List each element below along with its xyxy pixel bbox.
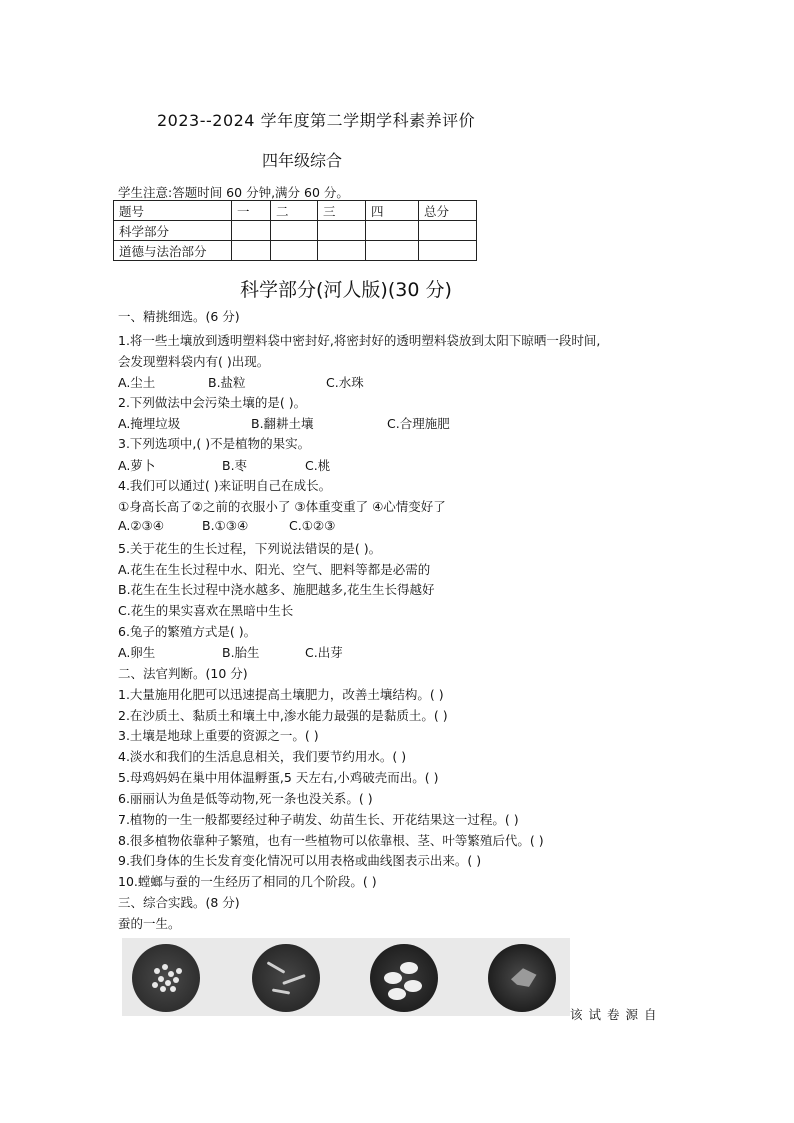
q2-option-a: A.掩埋垃圾 xyxy=(118,416,181,431)
silkworm-moth-image xyxy=(488,944,556,1012)
q3-option-b: B.枣 xyxy=(222,458,248,473)
silkworm-lifecycle-figure xyxy=(122,938,570,1016)
q1-option-b: B.盐粒 xyxy=(208,375,246,390)
q5-text: 5.关于花生的生长过程，下列说法错误的是( )。 xyxy=(118,541,382,556)
score-table-cell: 二 xyxy=(271,201,318,221)
judge-item: 10.螳螂与蚕的一生经历了相同的几个阶段。( ) xyxy=(118,874,377,889)
score-input-cell[interactable] xyxy=(271,221,318,241)
q4-option-c: C.①②③ xyxy=(289,518,336,533)
silkworm-cocoon-image xyxy=(370,944,438,1012)
silkworm-larva-image xyxy=(252,944,320,1012)
q2-option-c: C.合理施肥 xyxy=(387,416,450,431)
score-input-cell[interactable] xyxy=(318,221,366,241)
exam-subtitle: 四年级综合 xyxy=(262,151,343,170)
q3-option-a: A.萝卜 xyxy=(118,458,156,473)
q4-choices: ①身高长高了②之前的衣服小了 ③体重变重了 ④心情变好了 xyxy=(118,499,446,514)
score-table-cell: 三 xyxy=(318,201,366,221)
score-table-cell: 题号 xyxy=(114,201,232,221)
score-table-cell: 科学部分 xyxy=(114,221,232,241)
silkworm-eggs-image xyxy=(132,944,200,1012)
q1-text-cont: 会发现塑料袋内有( )出现。 xyxy=(118,354,270,369)
part2-title: 二、法官判断。(10 分) xyxy=(118,666,248,681)
q1-option-a: A.尘土 xyxy=(118,375,156,390)
part3-prompt: 蚕的一生。 xyxy=(118,916,181,931)
q6-option-a: A.卵生 xyxy=(118,645,156,660)
judge-item: 4.淡水和我们的生活息息相关，我们要节约用水。( ) xyxy=(118,749,407,764)
q3-text: 3.下列选项中,( )不是植物的果实。 xyxy=(118,436,311,451)
judge-item: 6.丽丽认为鱼是低等动物,死一条也没关系。( ) xyxy=(118,791,373,806)
q5-option-b: B.花生在生长过程中浇水越多、施肥越多,花生生长得越好 xyxy=(118,582,435,597)
score-input-cell[interactable] xyxy=(366,221,419,241)
q5-option-a: A.花生在生长过程中水、阳光、空气、肥料等都是必需的 xyxy=(118,562,431,577)
judge-item: 1.大量施用化肥可以迅速提高土壤肥力，改善土壤结构。( ) xyxy=(118,687,444,702)
q2-text: 2.下列做法中会污染土壤的是( )。 xyxy=(118,395,307,410)
q3-option-c: C.桃 xyxy=(305,458,331,473)
q2-option-b: B.翻耕土壤 xyxy=(251,416,314,431)
score-input-cell[interactable] xyxy=(419,241,477,261)
student-notice: 学生注意:答题时间 60 分钟,满分 60 分。 xyxy=(118,185,349,200)
score-table-header-row xyxy=(114,201,477,221)
judge-item: 9.我们身体的生长发育变化情况可以用表格或曲线图表示出来。( ) xyxy=(118,853,482,868)
judge-item: 3.土壤是地球上重要的资源之一。( ) xyxy=(118,728,319,743)
score-input-cell[interactable] xyxy=(232,241,271,261)
score-table-cell: 道德与法治部分 xyxy=(114,241,232,261)
q4-option-a: A.②③④ xyxy=(118,518,164,533)
judge-item: 5.母鸡妈妈在巢中用体温孵蛋,5 天左右,小鸡破壳而出。( ) xyxy=(118,770,439,785)
score-table-cell: 一 xyxy=(232,201,271,221)
q1-text: 1.将一些土壤放到透明塑料袋中密封好,将密封好的透明塑料袋放到太阳下晾晒一段时间, xyxy=(118,333,601,348)
q6-option-b: B.胎生 xyxy=(222,645,260,660)
q4-option-b: B.①③④ xyxy=(202,518,249,533)
q4-text: 4.我们可以通过( )来证明自己在成长。 xyxy=(118,478,332,493)
score-table-cell: 总分 xyxy=(419,201,477,221)
judge-item: 8.很多植物依靠种子繁殖，也有一些植物可以依靠根、茎、叶等繁殖后代。( ) xyxy=(118,833,544,848)
score-table xyxy=(113,200,477,261)
exam-title: 2023--2024 学年度第二学期学科素养评价 xyxy=(157,111,476,130)
judge-item: 7.植物的一生一般都要经过种子萌发、幼苗生长、开花结果这一过程。( ) xyxy=(118,812,519,827)
score-input-cell[interactable] xyxy=(366,241,419,261)
watermark-text: 该试卷源自 xyxy=(570,1007,663,1022)
judge-item: 2.在沙质土、黏质土和壤土中,渗水能力最强的是黏质土。( ) xyxy=(118,708,448,723)
score-input-cell[interactable] xyxy=(318,241,366,261)
score-input-cell[interactable] xyxy=(271,241,318,261)
q1-option-c: C.水珠 xyxy=(326,375,364,390)
q6-text: 6.兔子的繁殖方式是( )。 xyxy=(118,624,257,639)
score-table-row xyxy=(114,241,477,261)
score-input-cell[interactable] xyxy=(232,221,271,241)
score-table-row xyxy=(114,221,477,241)
part1-title: 一、精挑细选。(6 分) xyxy=(118,309,240,324)
q6-option-c: C.出芽 xyxy=(305,645,343,660)
part3-title: 三、综合实践。(8 分) xyxy=(118,895,240,910)
science-section-heading: 科学部分(河人版)(30 分) xyxy=(240,279,452,301)
score-table-cell: 四 xyxy=(366,201,419,221)
q5-option-c: C.花生的果实喜欢在黑暗中生长 xyxy=(118,603,294,618)
score-input-cell[interactable] xyxy=(419,221,477,241)
